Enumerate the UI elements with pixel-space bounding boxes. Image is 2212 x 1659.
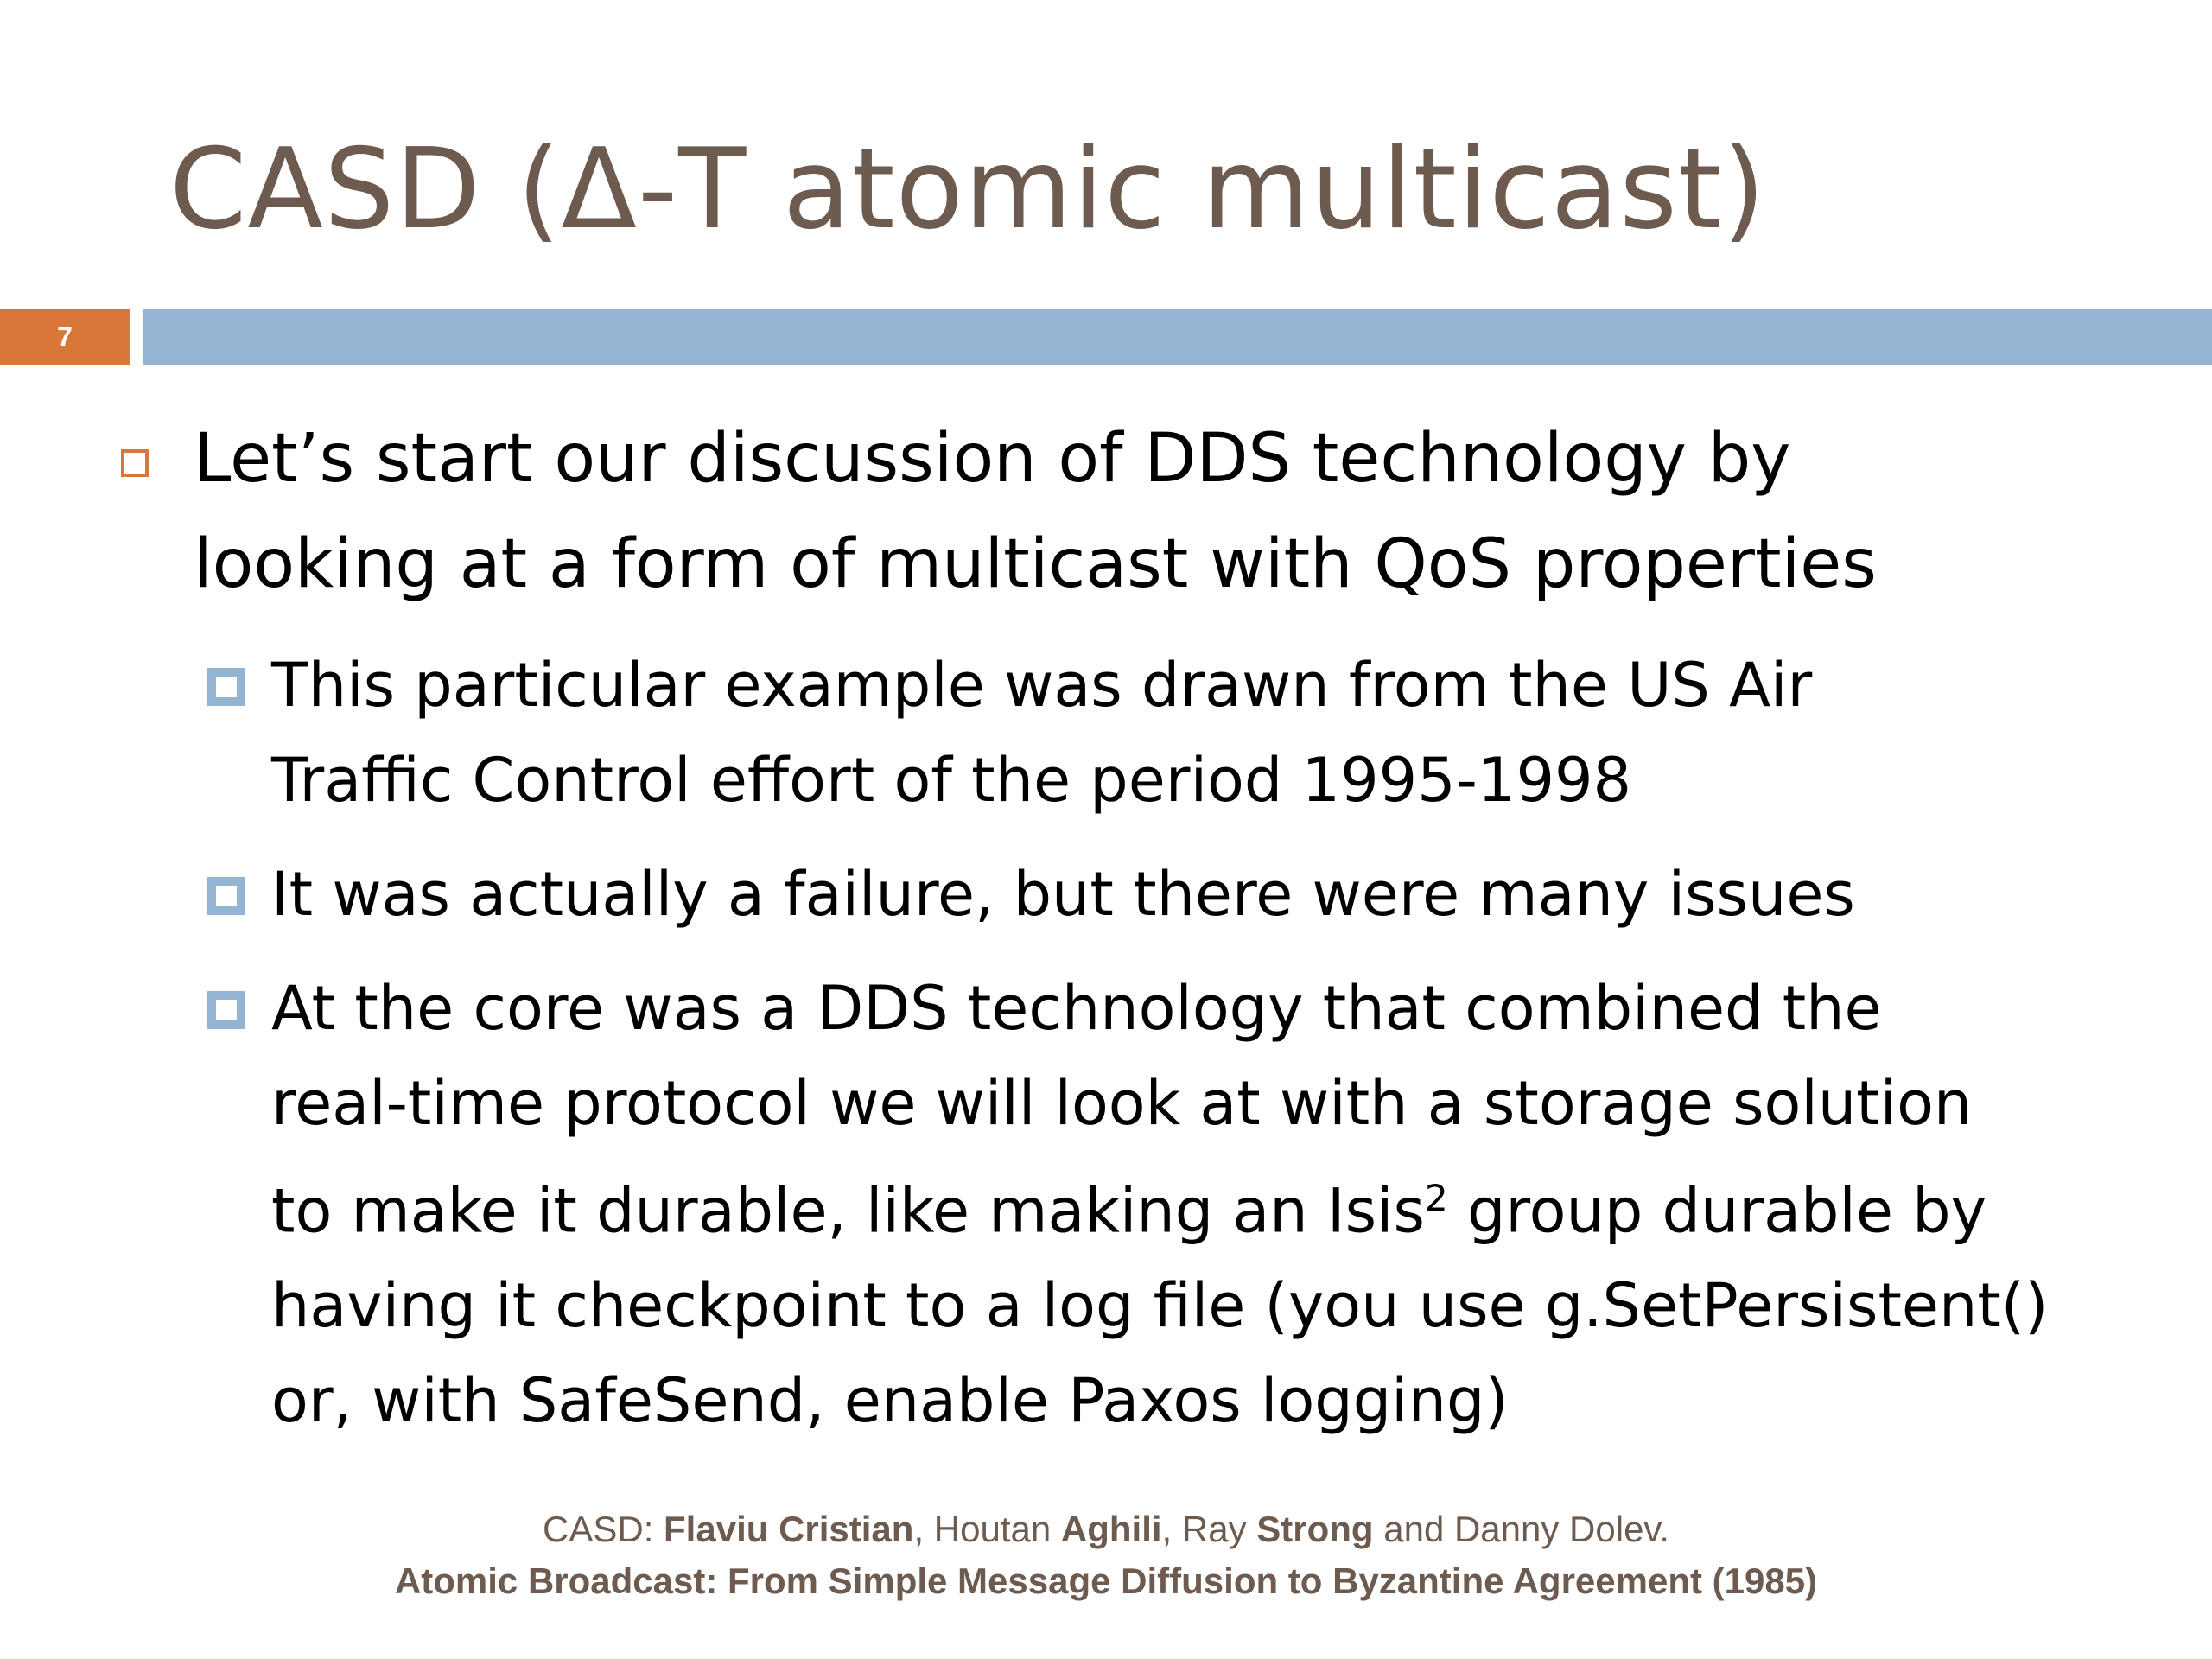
citation-author-2: Aghili — [1060, 1509, 1162, 1549]
bullet-main — [116, 406, 2172, 617]
square-bullet-icon — [207, 668, 245, 706]
square-bullet-icon — [207, 877, 245, 915]
citation-prefix: CASD: — [543, 1509, 664, 1549]
sub-bullet-1 — [206, 638, 2193, 828]
sub-bullet-2-text: It was actually a failure, but there were many issues — [271, 859, 1855, 930]
citation-sep-1: , Houtan — [913, 1509, 1061, 1549]
slide-number: 7 — [0, 309, 130, 365]
superscript-2: 2 — [1424, 1177, 1448, 1219]
sub-bullet-3 — [206, 961, 2193, 1448]
bullet-main-text: Let’s start our discussion of DDS technology by looking at a form of multicast with QoS properties — [194, 420, 1877, 603]
citation-authors — [0, 1503, 2212, 1555]
hollow-square-bullet-icon — [121, 449, 149, 477]
sub-bullet-3-text-a: At the core was a DDS technology that combined the real-time protocol we will look at with a storage solution to make it durable, like making an Isis — [271, 973, 1973, 1247]
citation-suffix: and Danny Dolev. — [1373, 1509, 1669, 1549]
sub-bullet-3-text-b: group durable by having it checkpoint to a log file (you use g.SetPersistent() or, with SafeSend, enable Paxos logging) — [271, 1175, 2049, 1437]
slide-title: CASD (Δ-T atomic multicast) — [169, 125, 1766, 254]
citation-sep-2: , Ray — [1161, 1509, 1257, 1549]
sub-bullet-2 — [206, 847, 2193, 942]
citation — [0, 1503, 2212, 1607]
citation-author-1: Flaviu Cristian — [664, 1509, 914, 1549]
square-bullet-icon — [207, 991, 245, 1029]
title-rule-bar — [143, 309, 2212, 365]
sub-bullet-3-text — [271, 961, 2193, 1448]
citation-author-3: Strong — [1256, 1509, 1374, 1549]
citation-paper-title: Atomic Broadcast: From Simple Message Diffusion to Byzantine Agreement (1985) — [394, 1560, 1818, 1601]
sub-bullet-1-text: This particular example was drawn from the US Air Traffic Control effort of the period 1995-1998 — [271, 650, 1813, 816]
